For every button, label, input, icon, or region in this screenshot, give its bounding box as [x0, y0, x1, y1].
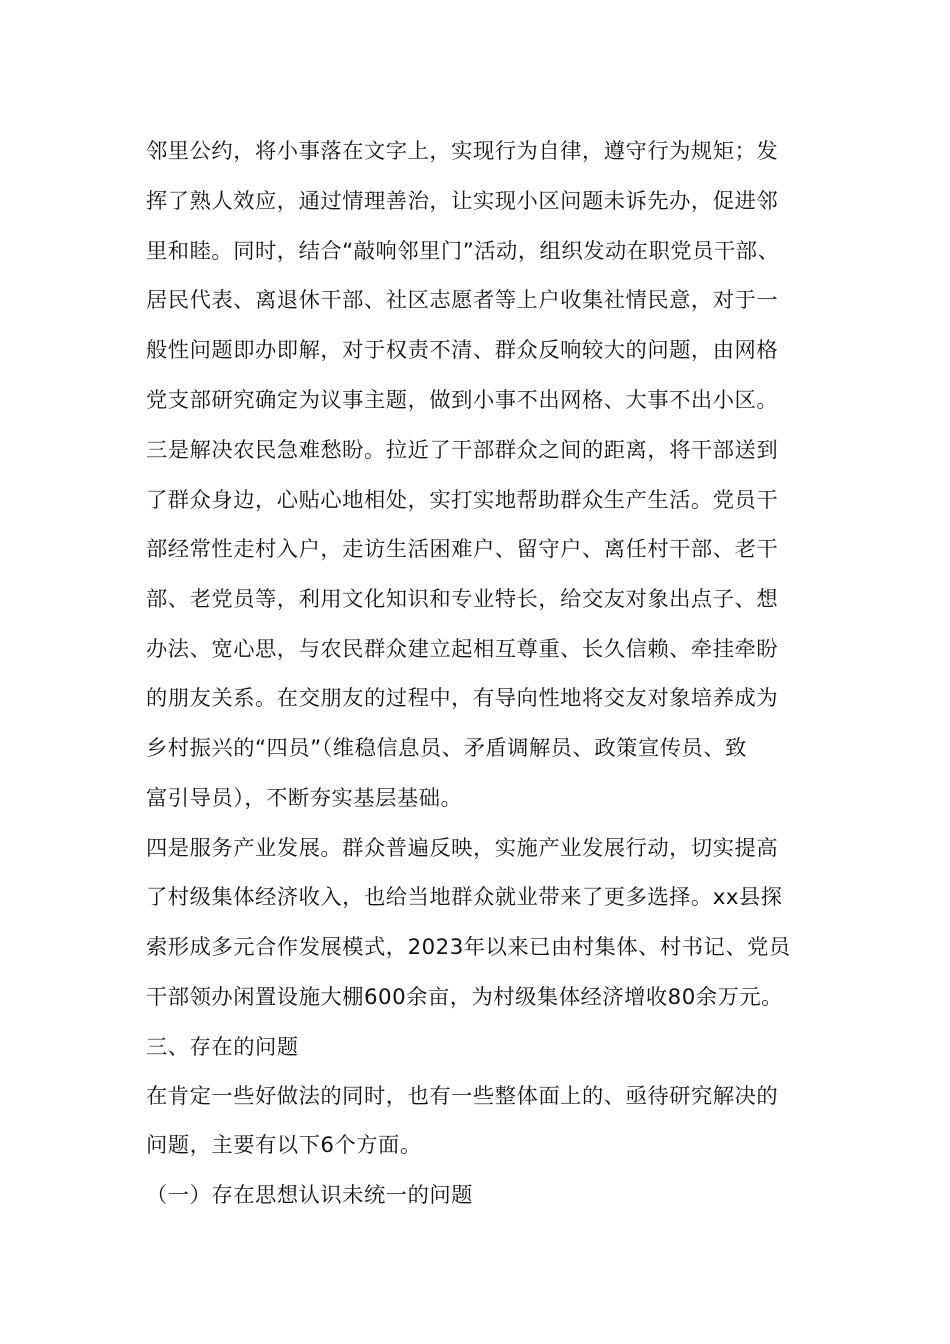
paragraph-line: 了村级集体经济收入，也给当地群众就业带来了更多选择。xx县探 [146, 885, 783, 910]
paragraph-line: 乡村振兴的“四员”（维稳信息员、矛盾调解员、政策宣传员、致 [146, 736, 747, 761]
paragraph-line: 索形成多元合作发展模式，2023年以来已由村集体、村书记、党员 [146, 935, 791, 960]
paragraph-line: 部经常性走村入户，走访生活困难户、留守户、离任村干部、老干 [146, 537, 779, 562]
paragraph-line: 居民代表、离退休干部、社区志愿者等上户收集社情民意，对于一 [146, 288, 779, 313]
paragraph-line: 的朋友关系。在交朋友的过程中，有导向性地将交友对象培养成为 [146, 686, 779, 711]
paragraph-line: 部、老党员等，利用文化知识和专业特长，给交友对象出点子、想 [146, 587, 779, 612]
paragraph-line: 富引导员），不断夯实基层基础。 [146, 786, 463, 811]
paragraph-line: 干部领办闲置设施大棚600余亩，为村级集体经济增收80余万元。 [146, 985, 783, 1010]
paragraph-line: 办法、宽心思，与农民群众建立起相互尊重、长久信赖、牵挂牵盼 [146, 637, 779, 662]
paragraph-line: 问题，主要有以下6个方面。 [146, 1133, 422, 1158]
paragraph-line: 挥了熟人效应，通过情理善治，让实现小区问题未诉先办，促进邻 [146, 189, 779, 214]
section-heading: 三、存在的问题 [146, 1035, 299, 1060]
paragraph-line: 三是解决农民急难愁盼。拉近了干部群众之间的距离，将干部送到 [146, 438, 779, 463]
paragraph-line: 邻里公约，将小事落在文字上，实现行为自律，遵守行为规矩；发 [146, 139, 779, 164]
paragraph-line: 党支部研究确定为议事主题，做到小事不出网格、大事不出小区。 [146, 388, 779, 413]
paragraph-line: 里和睦。同时，结合“敲响邻里门”活动，组织发动在职党员干部、 [146, 239, 780, 264]
paragraph-line: 般性问题即办即解，对于权责不清、群众反响较大的问题，由网格 [146, 338, 779, 363]
subsection-heading: （一）存在思想认识未统一的问题 [146, 1183, 473, 1208]
paragraph-line: 了群众身边，心贴心地相处，实打实地帮助群众生产生活。党员干 [146, 488, 779, 513]
paragraph-line: 在肯定一些好做法的同时，也有一些整体面上的、亟待研究解决的 [146, 1084, 779, 1109]
paragraph-line: 四是服务产业发展。群众普遍反映，实施产业发展行动，切实提高 [146, 836, 779, 861]
